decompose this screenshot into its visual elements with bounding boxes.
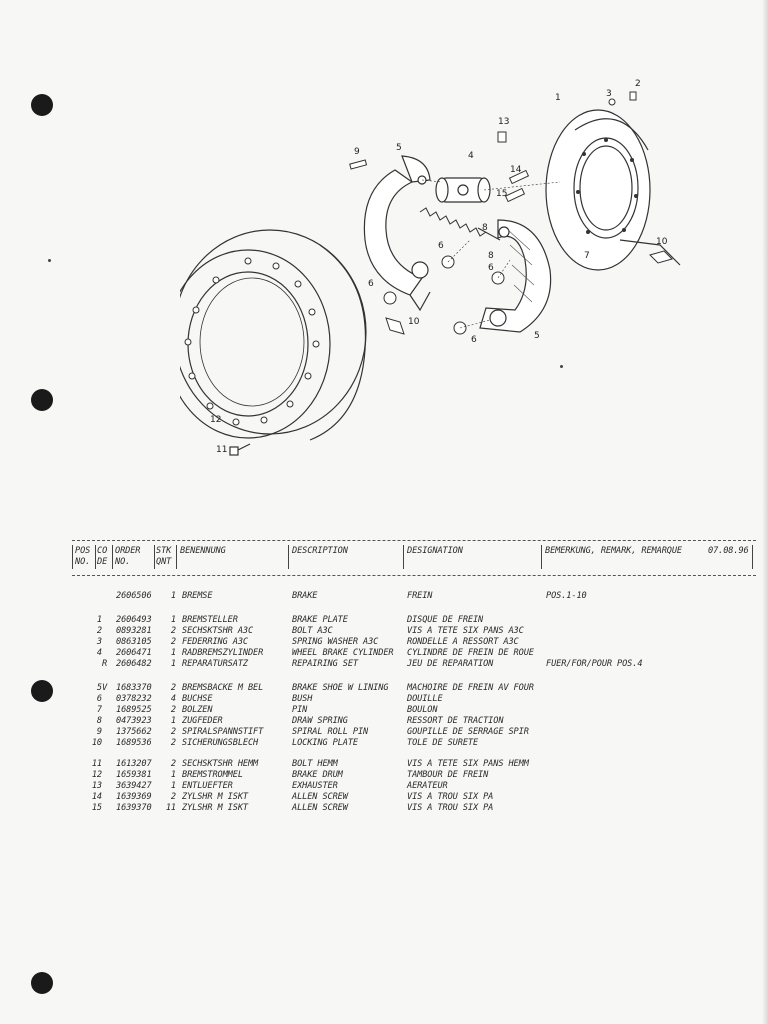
header-benennung: BENENNUNG: [180, 546, 226, 556]
row-description: WHEEL BRAKE CYLINDER: [292, 648, 394, 658]
row-qty: 2: [170, 705, 176, 715]
table-row: [72, 759, 756, 770]
row-qty: 1: [170, 648, 176, 658]
row-qty: 1: [170, 659, 176, 669]
row-pos: 4: [96, 648, 102, 658]
callout-3: 3: [606, 89, 612, 99]
row-qty: 1: [170, 716, 176, 726]
row-benennung: BREMSTELLER: [182, 615, 238, 625]
row-order-no: 0863105: [116, 637, 152, 647]
row-order-no: 2606506: [116, 591, 152, 601]
row-order-no: 2606493: [116, 615, 152, 625]
table-row: [72, 659, 756, 670]
row-description: PIN: [292, 705, 308, 715]
callout-9: 9: [354, 147, 360, 157]
row-benennung: ENTLUEFTER: [182, 781, 233, 791]
row-benennung: RADBREMSZYLINDER: [182, 648, 264, 658]
row-qty: 1: [170, 591, 176, 601]
row-designation: VIS A TETE SIX PANS HEMM: [407, 759, 529, 769]
table-row: [72, 705, 756, 716]
brake-assembly-drawing: [180, 70, 700, 470]
row-order-no: 1659381: [116, 770, 152, 780]
punch-hole: [31, 94, 53, 116]
row-designation: TOLE DE SURETE: [407, 738, 479, 748]
row-benennung: REPARATURSATZ: [182, 659, 248, 669]
header-pos-line2: NO.: [75, 557, 91, 567]
callout-5b: 5: [534, 331, 540, 341]
callout-10: 10: [408, 317, 420, 327]
row-designation: DISQUE DE FREIN: [407, 615, 484, 625]
row-benennung: FEDERRING A3C: [182, 637, 248, 647]
row-description: BOLT A3C: [292, 626, 333, 636]
header-code-line2: DE: [97, 557, 108, 567]
row-qty: 2: [170, 637, 176, 647]
header-code: [97, 546, 107, 568]
header-divider: [752, 545, 753, 569]
row-designation: RONDELLE A RESSORT A3C: [407, 637, 519, 647]
row-description: BRAKE PLATE: [292, 615, 348, 625]
exploded-brake-diagram: [180, 70, 700, 470]
table-row: [72, 792, 756, 803]
callout-8b: 8: [488, 251, 494, 261]
header-divider: [95, 545, 96, 569]
row-pos: 3: [96, 637, 102, 647]
header-pos: [75, 546, 90, 568]
table-row: [72, 615, 756, 626]
header-divider: [154, 545, 155, 569]
drum-bolt-holes: [185, 258, 319, 425]
callout-1: 1: [555, 93, 561, 103]
locking-plate-part: [386, 318, 404, 334]
row-pos: 6: [96, 694, 102, 704]
row-qty: 2: [170, 759, 176, 769]
row-description: DRAW SPRING: [292, 716, 348, 726]
row-pos: 5: [96, 683, 102, 693]
table-row: [72, 648, 756, 659]
table-row: [72, 738, 756, 749]
header-divider: [176, 545, 177, 569]
header-divider: [403, 545, 404, 569]
row-pos: 7: [96, 705, 102, 715]
callout-15: 15: [496, 189, 508, 199]
row-pos: 13: [91, 781, 102, 791]
callout-6c: 6: [488, 263, 494, 273]
row-benennung: SECHSKTSHR HEMM: [182, 759, 259, 769]
row-qty: 2: [170, 792, 176, 802]
row-order-no: 1613207: [116, 759, 152, 769]
row-pos: 8: [96, 716, 102, 726]
row-description: BRAKE: [292, 591, 318, 601]
table-row: [72, 683, 756, 694]
row-qty: 1: [170, 615, 176, 625]
table-header-rule: [72, 575, 756, 576]
row-pos: 14: [91, 792, 102, 802]
scan-speck: [48, 259, 51, 262]
row-benennung: SICHERUNGSBLECH: [182, 738, 259, 748]
row-description: SPIRAL ROLL PIN: [292, 727, 369, 737]
table-top-rule: [72, 540, 756, 541]
bush-part: [384, 292, 396, 304]
header-date: 07.08.96: [708, 546, 749, 556]
punch-hole: [31, 680, 53, 702]
row-order-no: 0893281: [116, 626, 152, 636]
row-qty: 2: [170, 727, 176, 737]
row-designation: GOUPILLE DE SERRAGE SPIR: [407, 727, 529, 737]
callout-13: 13: [498, 117, 510, 127]
row-order-no: 2606471: [116, 648, 152, 658]
row-order-no: 1683370: [116, 683, 152, 693]
locking-plate-part: [650, 251, 672, 263]
row-benennung: SECHSKTSHR A3C: [182, 626, 254, 636]
table-row: [72, 694, 756, 705]
row-designation: FREIN: [407, 591, 433, 601]
header-pos-line1: POS: [75, 546, 91, 556]
table-row: [72, 803, 756, 814]
drum-bolt: [230, 444, 250, 455]
header-qty-line1: STK: [156, 546, 172, 556]
callout-5: 5: [396, 143, 402, 153]
header-description: DESCRIPTION: [292, 546, 348, 556]
row-description: LOCKING PLATE: [292, 738, 358, 748]
row-benennung: BREMSBACKE M BEL: [182, 683, 264, 693]
roll-pin-part: [350, 160, 367, 169]
header-designation: DESIGNATION: [407, 546, 463, 556]
row-qty: 2: [170, 683, 176, 693]
row-benennung: ZYLSHR M ISKT: [182, 792, 248, 802]
row-description: SPRING WASHER A3C: [292, 637, 379, 647]
wheel-brake-cylinder: [436, 178, 490, 202]
row-designation: TAMBOUR DE FREIN: [407, 770, 489, 780]
row-pos: 11: [91, 759, 102, 769]
row-description: BRAKE SHOE W LINING: [292, 683, 389, 693]
callout-10b: 10: [656, 237, 668, 247]
callout-12: 12: [210, 415, 222, 425]
row-designation: VIS A TROU SIX PA: [407, 792, 494, 802]
row-qty: 2: [170, 626, 176, 636]
row-code: R: [102, 659, 108, 669]
row-qty: 4: [170, 694, 176, 704]
table-row: [72, 781, 756, 792]
row-designation: BOULON: [407, 705, 438, 715]
row-remark: FUER/FOR/POUR POS.4: [546, 659, 643, 669]
bolt-part: [630, 92, 636, 100]
row-order-no: 3639427: [116, 781, 152, 791]
row-qty: 11: [165, 803, 176, 813]
allen-screw-part: [506, 188, 525, 201]
row-remark: POS.1-10: [546, 591, 587, 601]
header-qty: [156, 546, 171, 568]
punch-hole: [31, 972, 53, 994]
row-qty: 1: [170, 770, 176, 780]
row-qty: 1: [170, 781, 176, 791]
header-order: [115, 546, 140, 568]
header-remark: BEMERKUNG, REMARK, REMARQUE: [545, 546, 682, 556]
row-designation: MACHOIRE DE FREIN AV FOUR: [407, 683, 534, 693]
washer-part: [609, 99, 615, 105]
row-benennung: BREMSE: [182, 591, 213, 601]
callout-2: 2: [635, 79, 641, 89]
row-qty: 2: [170, 738, 176, 748]
row-benennung: ZUGFEDER: [182, 716, 223, 726]
punch-hole: [31, 389, 53, 411]
callout-4: 4: [468, 151, 474, 161]
row-order-no: 1639369: [116, 792, 152, 802]
table-header: [72, 545, 756, 571]
row-description: EXHAUSTER: [292, 781, 338, 791]
callout-6d: 6: [471, 335, 477, 345]
row-pos: 2: [96, 626, 102, 636]
header-code-line1: CO: [97, 546, 108, 556]
header-divider: [112, 545, 113, 569]
row-order-no: 0378232: [116, 694, 152, 704]
table-row: [72, 637, 756, 648]
header-order-line1: ORDER: [115, 546, 141, 556]
row-description: REPAIRING SET: [292, 659, 358, 669]
row-designation: JEU DE REPARATION: [407, 659, 494, 669]
row-order-no: 1689525: [116, 705, 152, 715]
table-row: [72, 727, 756, 738]
row-order-no: 1689536: [116, 738, 152, 748]
row-benennung: BOLZEN: [182, 705, 213, 715]
callout-7: 7: [584, 251, 590, 261]
table-row: [72, 591, 756, 602]
header-divider: [541, 545, 542, 569]
row-description: BOLT HEMM: [292, 759, 338, 769]
row-designation: AERATEUR: [407, 781, 448, 791]
callout-6b: 6: [368, 279, 374, 289]
draw-spring: [420, 208, 500, 240]
callout-14: 14: [510, 165, 522, 175]
row-designation: RESSORT DE TRACTION: [407, 716, 504, 726]
table-row: [72, 770, 756, 781]
row-order-no: 0473923: [116, 716, 152, 726]
header-qty-line2: QNT: [156, 557, 172, 567]
table-row: [72, 626, 756, 637]
exhauster-part: [498, 132, 506, 142]
row-description: BRAKE DRUM: [292, 770, 343, 780]
row-order-no: 2606482: [116, 659, 152, 669]
row-benennung: BREMSTROMMEL: [182, 770, 243, 780]
row-pos: 12: [91, 770, 102, 780]
row-benennung: BUCHSE: [182, 694, 213, 704]
callout-6: 6: [438, 241, 444, 251]
row-designation: DOUILLE: [407, 694, 443, 704]
row-benennung: SPIRALSPANNSTIFT: [182, 727, 264, 737]
header-divider: [72, 545, 73, 569]
table-row: [72, 716, 756, 727]
row-code: V: [102, 683, 108, 693]
row-pos: 10: [91, 738, 102, 748]
callout-11: 11: [216, 445, 228, 455]
row-order-no: 1639370: [116, 803, 152, 813]
scan-edge-shadow: [762, 0, 768, 1024]
row-designation: VIS A TROU SIX PA: [407, 803, 494, 813]
row-designation: CYLINDRE DE FREIN DE ROUE: [407, 648, 534, 658]
row-designation: VIS A TETE SIX PANS A3C: [407, 626, 524, 636]
callout-8: 8: [482, 223, 488, 233]
row-pos: 9: [96, 727, 102, 737]
row-benennung: ZYLSHR M ISKT: [182, 803, 248, 813]
row-description: ALLEN SCREW: [292, 803, 348, 813]
row-pos: 15: [91, 803, 102, 813]
row-description: BUSH: [292, 694, 313, 704]
header-divider: [288, 545, 289, 569]
header-order-line2: NO.: [115, 557, 131, 567]
left-brake-shoe: [364, 156, 430, 310]
row-description: ALLEN SCREW: [292, 792, 348, 802]
row-pos: 1: [96, 615, 102, 625]
row-order-no: 1375662: [116, 727, 152, 737]
